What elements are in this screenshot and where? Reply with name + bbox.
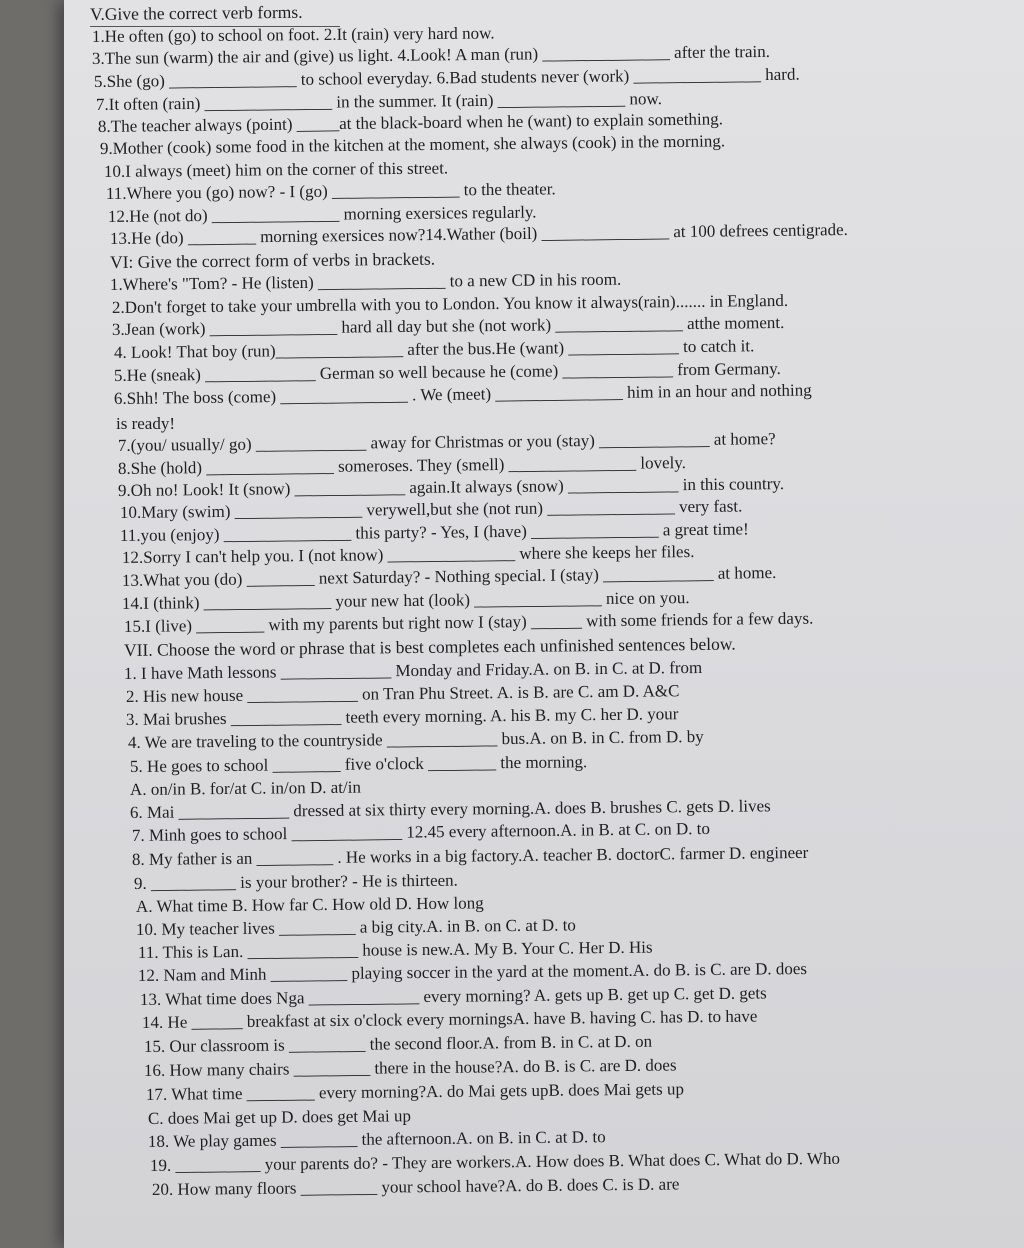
worksheet-line: 6.Shh! The boss (come) _______________ . We (meet) _______________ him in an hour and nothing [113, 380, 812, 408]
worksheet-line: 17. What time ________ every morning?A. do Mai gets upB. does Mai gets up [145, 1079, 685, 1104]
worksheet-line: 15.I (live) ________ with my parents but right now I (stay) ______ with some friends for a few days. [123, 608, 814, 636]
worksheet-line: 6. Mai _____________ dressed at six thirty every morning.A. does B. brushes C. gets D. lives [129, 796, 771, 822]
worksheet-line: A. on/in B. for/at C. in/on D. at/in [129, 777, 361, 799]
worksheet-line: 11. This is Lan. _____________ house is new.A. My B. Your C. Her D. His [137, 937, 653, 962]
worksheet-line: 7. Minh goes to school _____________ 12.45 every afternoon.A. in B. at C. on D. to [131, 818, 711, 845]
worksheet-line: 2. His new house _____________ on Tran Phu Street. A. is B. are C. am D. A&C [125, 681, 680, 706]
worksheet-line: 15. Our classroom is _________ the second floor.A. from B. in C. at D. on [143, 1031, 653, 1056]
worksheet-line: 5.He (sneak) _____________ German so well because he (come) _____________ from Germany. [113, 359, 781, 385]
worksheet-line: 20. How many floors _________ your school have?A. do B. does C. is D. are [151, 1174, 680, 1199]
worksheet-line: 16. How many chairs _________ there in the house?A. do B. is C. are D. does [143, 1055, 677, 1080]
worksheet-page [64, 0, 1024, 1248]
worksheet-line: 9.Oh no! Look! It (snow) _____________ again.It always (snow) _____________ in this country. [117, 474, 785, 500]
worksheet-line: 18. We play games _________ the afternoon.A. on B. in C. at D. to [147, 1127, 606, 1151]
worksheet-line: 13.What you (do) ________ next Saturday? - Nothing special. I (stay) _____________ at home. [121, 563, 777, 590]
worksheet-line: 12.Sorry I can't help you. I (not know) _______________ where she keeps her files. [121, 542, 695, 567]
worksheet-line: 3. Mai brushes _____________ teeth every morning. A. his B. my C. her D. your [125, 704, 679, 729]
worksheet-line: A. What time B. How far C. How old D. How long [135, 893, 484, 916]
worksheet-line: 10. My teacher lives _________ a big city.A. in B. on C. at D. to [135, 915, 576, 939]
worksheet-line: 12.He (not do) _______________ morning exersices regularly. [107, 202, 537, 226]
worksheet-line: 11.Where you (go) now? - I (go) _______________ to the theater. [105, 179, 556, 203]
worksheet-line: 10.Mary (swim) _______________ verywell,but she (not run) _______________ very fast. [119, 496, 743, 522]
worksheet-line: 9. __________ is your brother? - He is thirteen. [133, 870, 458, 893]
worksheet-line: 5.She (go) _______________ to school everyday. 6.Bad students never (work) _______________ hard. [93, 64, 800, 91]
worksheet-line: 9.Mother (cook) some food in the kitchen at the moment, she always (cook) in the morning. [99, 131, 726, 158]
worksheet-line: 10.I always (meet) him on the corner of this street. [103, 158, 449, 181]
worksheet-line: 5. He goes to school ________ five o'clock ________ the morning. [129, 752, 588, 776]
worksheet-line: 8. My father is an _________ . He works in a big factory.A. teacher B. doctorC. farmer D. engineer [131, 842, 809, 869]
worksheet-line: 8.The teacher always (point) _____at the black-board when he (want) to explain something. [97, 109, 724, 136]
worksheet-line: 19. __________ your parents do? - They are workers.A. How does B. What does C. What do D. Who [149, 1148, 841, 1175]
worksheet-line: 7.(you/ usually/ go) _____________ away for Christmas or you (stay) _____________ at home? [117, 429, 776, 455]
worksheet-line: 4. Look! That boy (run)_______________ after the bus.He (want) _____________ to catch it. [113, 336, 755, 362]
worksheet-line: 11.you (enjoy) _______________ this party? - Yes, I (have) _______________ a great time! [119, 519, 749, 545]
worksheet-line: 13.He (do) ________ morning exersices now?14.Wather (boil) _______________ at 100 defrees centigrade. [109, 219, 848, 248]
worksheet-line: VI: Give the correct form of verbs in brackets. [109, 248, 436, 272]
worksheet-line: 3.The sun (warm) the air and (give) us light. 4.Look! A man (run) _______________ after the train. [91, 41, 771, 68]
worksheet-line: 2.Don't forget to take your umbrella with you to London. You know it always(rain)....... in England. [111, 290, 789, 317]
worksheet-line: 14. He ______ breakfast at six o'clock every morningsA. have B. having C. has D. to have [141, 1006, 758, 1032]
worksheet-line: 3.Jean (work) _______________ hard all day but she (not work) _______________ atthe moment. [111, 312, 785, 339]
worksheet-line: 4. We are traveling to the countryside _____________ bus.A. on B. in C. from D. by [127, 726, 704, 752]
worksheet-line: is ready! [116, 414, 176, 433]
worksheet-line: 8.She (hold) _______________ someroses. They (smell) _______________ lovely. [117, 453, 687, 478]
worksheet-line: 13. What time does Nga _____________ every morning? A. gets up B. get up C. get D. gets [139, 983, 767, 1009]
worksheet-line: 14.I (think) _______________ your new hat (look) _______________ nice on you. [121, 588, 690, 613]
worksheet-line: C. does Mai get up D. does get Mai up [147, 1106, 412, 1128]
worksheet-line: 1.Where's "Tom? - He (listen) _______________ to a new CD in his room. [109, 269, 622, 294]
worksheet-line: 1.He often (go) to school on foot. 2.It (rain) very hard now. [91, 23, 495, 46]
worksheet-line: 7.It often (rain) _______________ in the summer. It (rain) _______________ now. [95, 89, 663, 114]
worksheet-line: 12. Nam and Minh _________ playing soccer in the yard at the moment.A. do B. is C. are D. does [137, 958, 808, 985]
worksheet-line: 1. I have Math lessons _____________ Monday and Friday.A. on B. in C. at D. from [123, 657, 703, 683]
worksheet-line: VII. Choose the word or phrase that is best completes each unfinished sentences below. [123, 633, 736, 660]
worksheet-line: V.Give the correct verb forms. [89, 1, 303, 24]
